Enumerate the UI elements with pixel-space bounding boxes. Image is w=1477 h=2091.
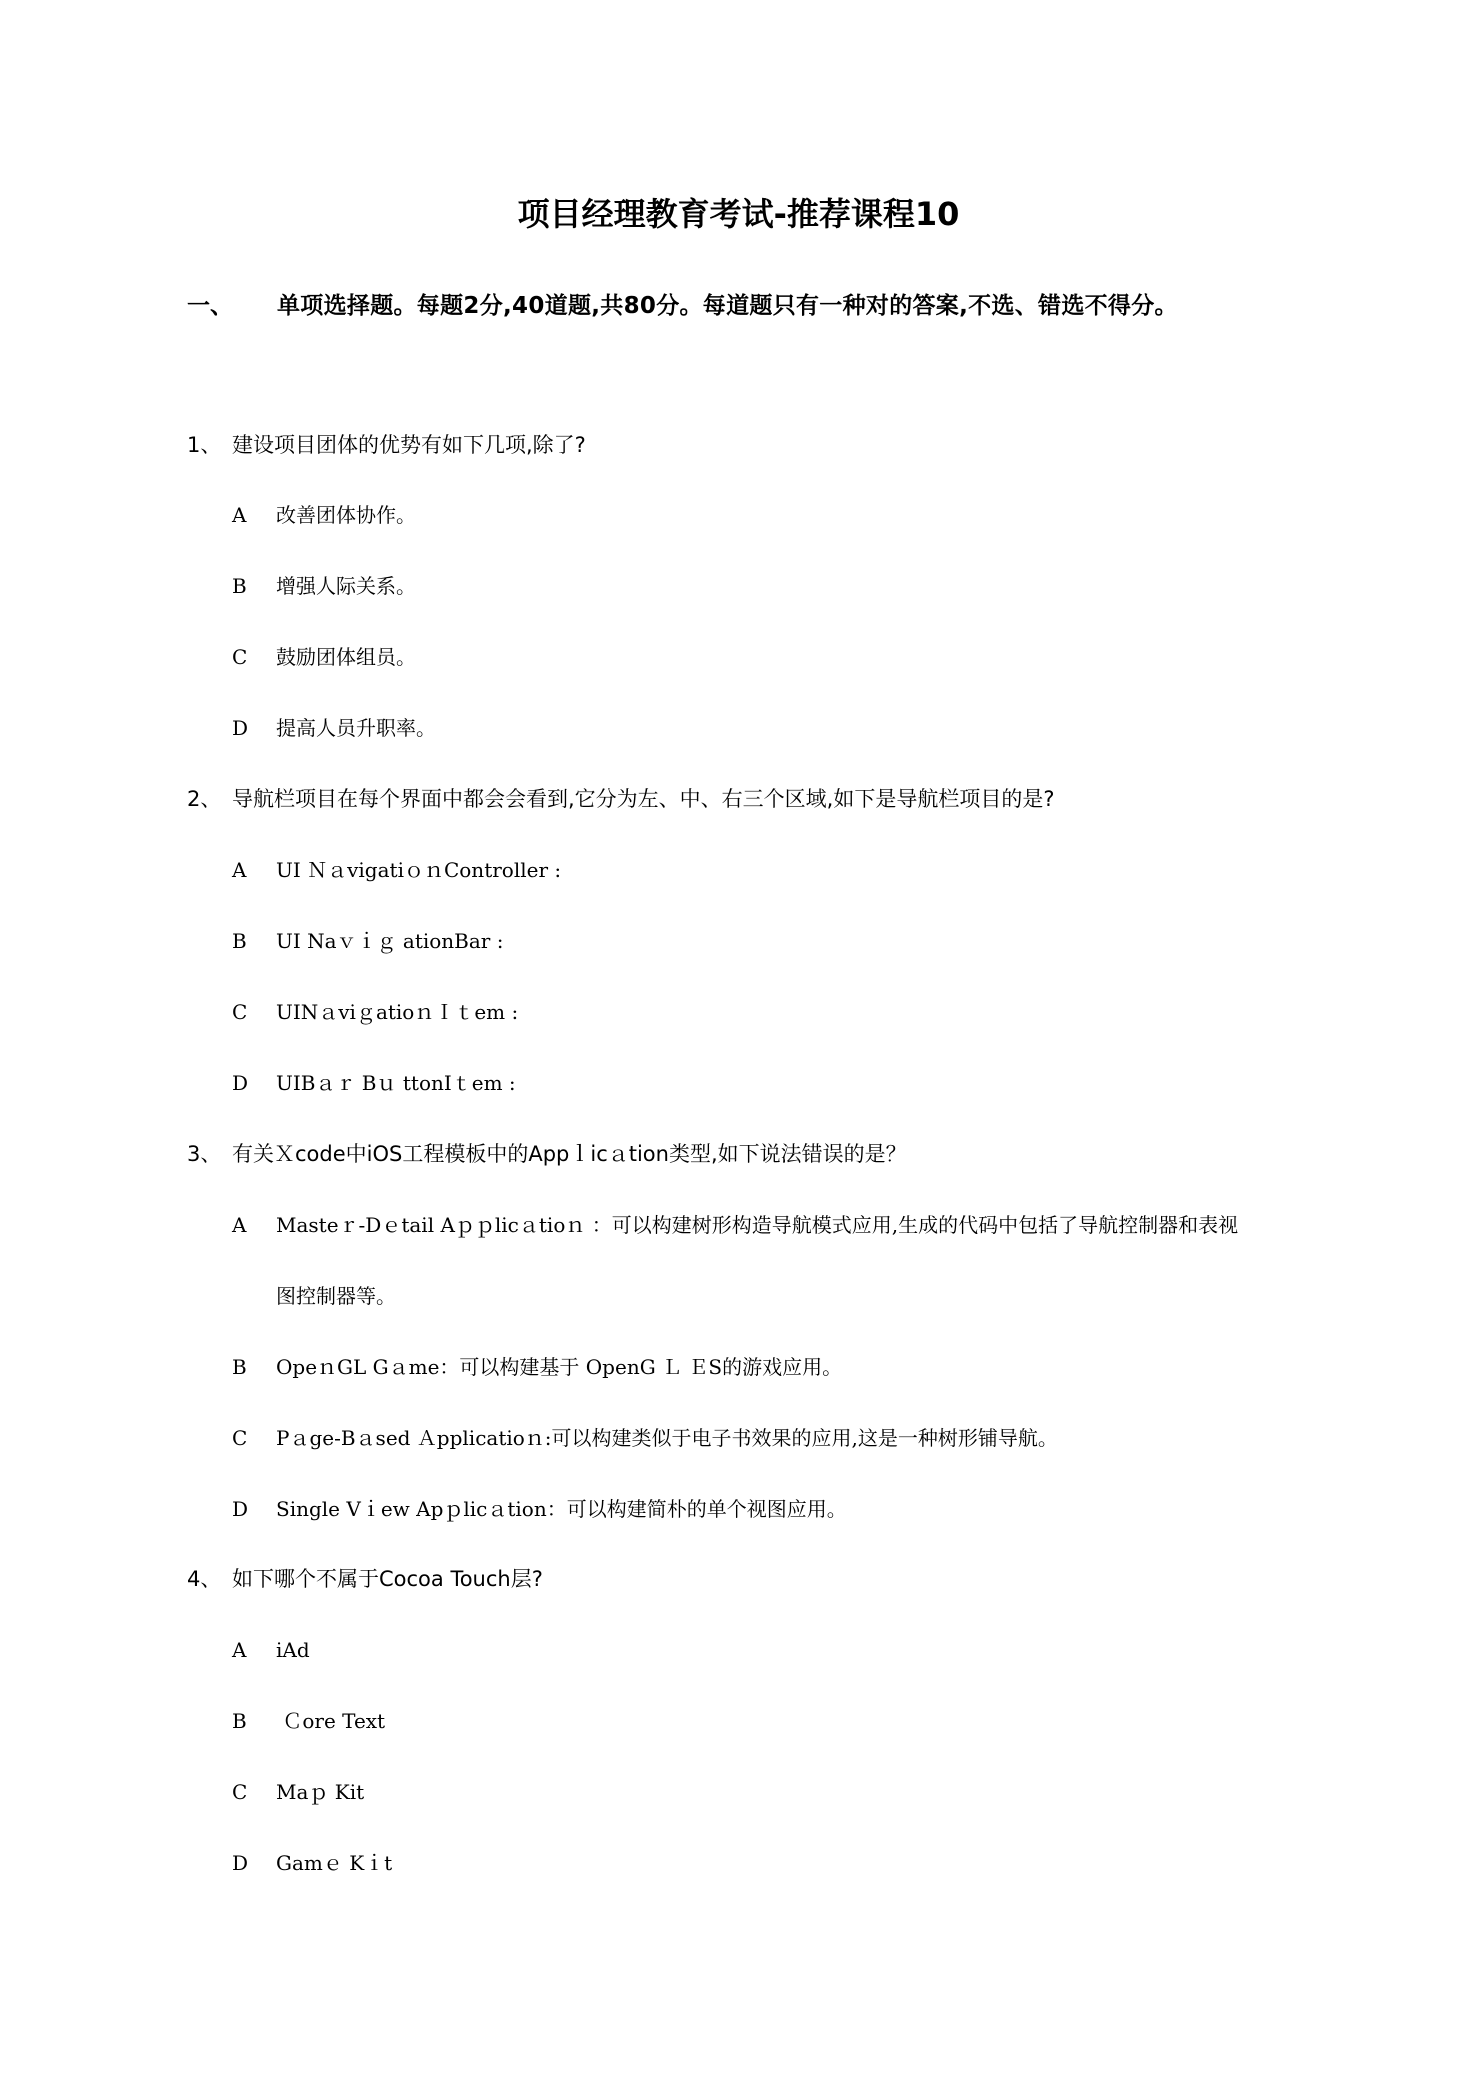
option-text: 增强人际关系。 bbox=[276, 574, 416, 598]
option-letter: A bbox=[232, 1213, 247, 1237]
question-text: 有关Ｘcode中iOS工程模板中的Appｌicａtion类型,如下说法错误的是？ bbox=[232, 1142, 907, 1166]
option-letter: B bbox=[232, 1355, 247, 1379]
option-text: Maｐ Kit bbox=[276, 1780, 365, 1804]
question-4 bbox=[187, 1562, 1337, 1596]
question-4-option-b bbox=[232, 1704, 1322, 1738]
section-heading bbox=[187, 288, 1337, 324]
option-letter: D bbox=[232, 1851, 249, 1875]
option-letter: C bbox=[232, 1000, 248, 1024]
option-text: 鼓励团体组员。 bbox=[276, 645, 416, 669]
question-4-option-d bbox=[232, 1846, 1322, 1880]
option-letter: C bbox=[232, 645, 248, 669]
option-text: Pａge-Bａsed Ａpplicatioｎ:可以构建类似于电子书效果的应用,这是一种树形铺导航。 bbox=[276, 1426, 1058, 1450]
question-number: 4、 bbox=[187, 1567, 222, 1591]
option-letter: B bbox=[232, 574, 247, 598]
question-4-option-a bbox=[232, 1633, 1322, 1667]
option-text: UIBａｒ Bｕ ttonIｔem : bbox=[276, 1071, 516, 1095]
option-letter: D bbox=[232, 1071, 249, 1095]
question-2-option-b bbox=[232, 924, 1322, 958]
option-text: UINａviｇatioｎＩｔem : bbox=[276, 1000, 519, 1024]
question-number: 3、 bbox=[187, 1142, 222, 1166]
option-text: UI ＮａvigatiｏｎController : bbox=[276, 858, 562, 882]
question-text: 如下哪个不属于Cocoa Touch层? bbox=[232, 1567, 543, 1591]
question-text: 导航栏项目在每个界面中都会会看到,它分为左、中、右三个区域,如下是导航栏项目的是? bbox=[232, 787, 1055, 811]
option-letter: C bbox=[232, 1426, 248, 1450]
question-1-option-a bbox=[232, 498, 1322, 532]
option-text: 提高人员升职率。 bbox=[276, 716, 436, 740]
option-letter: C bbox=[232, 1780, 248, 1804]
section-number: 一、 bbox=[187, 293, 233, 319]
option-letter: D bbox=[232, 1497, 249, 1521]
question-2-option-c bbox=[232, 995, 1322, 1029]
document-title: 项目经理教育考试-推荐课程10 bbox=[517, 195, 960, 233]
question-1 bbox=[187, 428, 1337, 462]
question-number: 1、 bbox=[187, 433, 222, 457]
option-text: 改善团体协作。 bbox=[276, 503, 416, 527]
section-instructions: 单项选择题。每题2分,40道题,共80分。每道题只有一种对的答案,不选、错选不得分。 bbox=[277, 293, 1178, 319]
question-2-option-d bbox=[232, 1066, 1322, 1100]
question-1-option-c bbox=[232, 640, 1322, 674]
question-3-option-a-continuation: 图控制器等。 bbox=[276, 1284, 396, 1308]
option-letter: B bbox=[232, 1709, 247, 1733]
option-text: Gamｅ Kｉt bbox=[276, 1851, 393, 1875]
option-text: Ｃore Text bbox=[276, 1709, 386, 1733]
option-letter: A bbox=[232, 1638, 247, 1662]
question-3-option-c bbox=[232, 1421, 1322, 1455]
question-2-option-a bbox=[232, 853, 1322, 887]
option-text: UI Naｖｉｇ ationBar : bbox=[276, 929, 504, 953]
question-2 bbox=[187, 782, 1337, 816]
question-3-option-d bbox=[232, 1492, 1322, 1526]
question-1-option-d bbox=[232, 711, 1322, 745]
question-3-option-a bbox=[232, 1208, 1322, 1242]
option-letter: A bbox=[232, 858, 247, 882]
option-letter: B bbox=[232, 929, 247, 953]
question-number: 2、 bbox=[187, 787, 222, 811]
option-letter: D bbox=[232, 716, 249, 740]
option-text: OpeｎGL Gａme：可以构建基于 OpenG Ｌ ＥS的游戏应用。 bbox=[276, 1355, 843, 1379]
option-text: Single Vｉew Apｐlicａtion：可以构建简朴的单个视图应用。 bbox=[276, 1497, 847, 1521]
option-letter: A bbox=[232, 503, 247, 527]
question-3-option-b bbox=[232, 1350, 1322, 1384]
option-text: iAd bbox=[276, 1638, 310, 1662]
question-text: 建设项目团体的优势有如下几项,除了? bbox=[232, 433, 586, 457]
option-text: Masteｒ-Dｅtail Aｐｐlicａtioｎ ：可以构建树形构造导航模式应用,生成的代码中包括了导航控制器和表视 bbox=[276, 1213, 1239, 1237]
question-4-option-c bbox=[232, 1775, 1322, 1809]
question-3 bbox=[187, 1137, 1337, 1171]
question-1-option-b bbox=[232, 569, 1322, 603]
